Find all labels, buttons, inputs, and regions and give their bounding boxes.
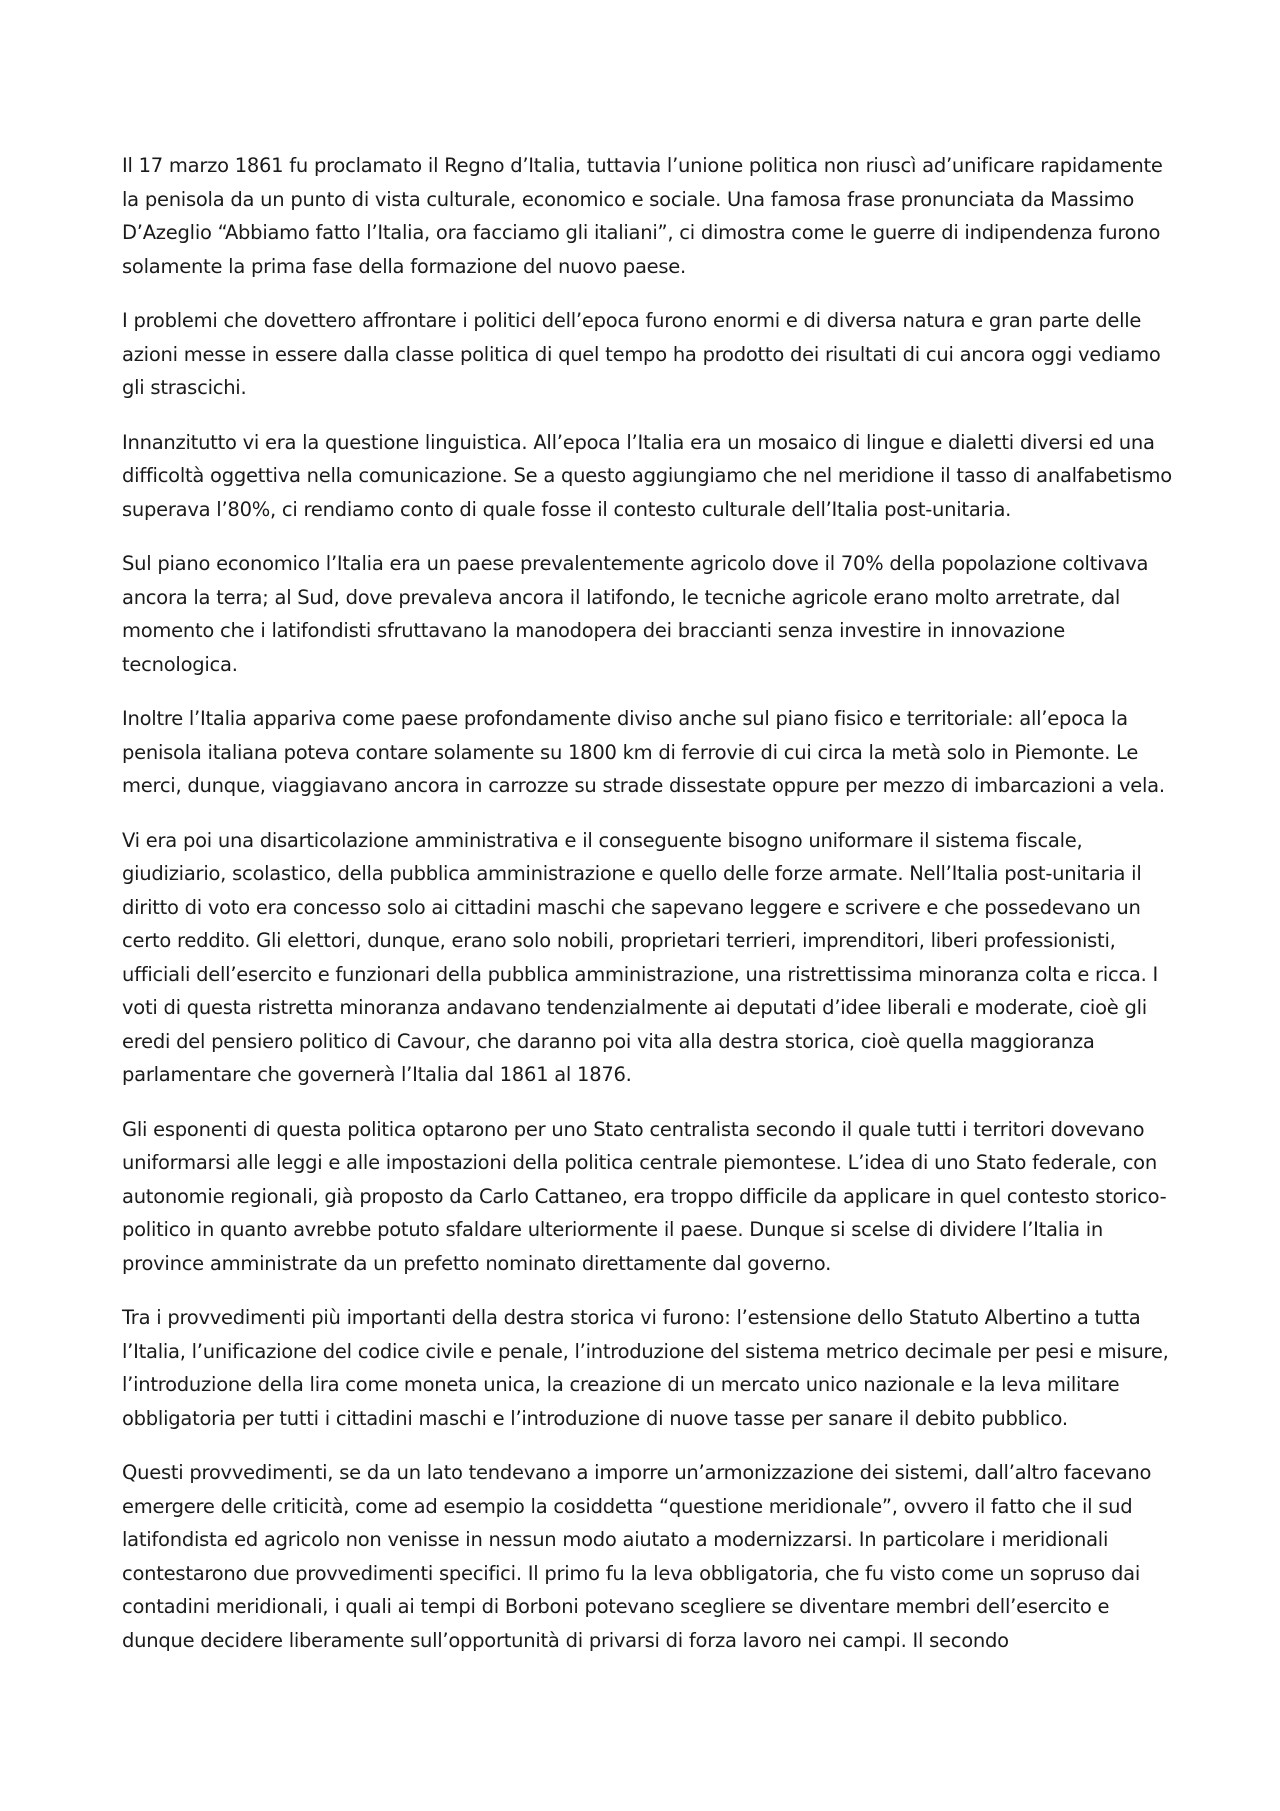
paragraph-8: Tra i provvedimenti più importanti della destra storica vi furono: l’estensione dello Statuto Albertino a tutta l’Italia, l’unificazione del codice civile e penale, l’introduzione del sistema metrico decimale per pesi e misure, l’introduzione della lira come moneta unica, la creazione di un mercato unico nazionale e la leva militare obbligatoria per tutti i cittadini maschi e l’introduzione di nuove tasse per sanare il debito pubblico. (122, 1306, 1169, 1430)
paragraph-6: Vi era poi una disarticolazione amministrativa e il conseguente bisogno uniformare il sistema fiscale, giudiziario, scolastico, della pubblica amministrazione e quello delle forze armate. Nell’Italia post-unitaria il diritto di voto era concesso solo ai cittadini maschi che sapevano leggere e scrivere e che possedevano un certo reddito. Gli elettori, dunque, erano solo nobili, proprietari terrieri, imprenditori, liberi professionisti, ufficiali dell’esercito e funzionari della pubblica amministrazione, una ristrettissima minoranza colta e ricca. I voti di questa ristretta minoranza andavano tendenzialmente ai deputati d’idee liberali e moderate, cioè gli eredi del pensiero politico di Cavour, che daranno poi vita alla destra storica, cioè quella maggioranza parlamentare che governerà l’Italia dal 1861 al 1876. (122, 828, 1159, 1086)
paragraph-7: Gli esponenti di questa politica optarono per uno Stato centralista secondo il quale tutti i territori dovevano uniformarsi alle leggi e alle impostazioni della politica centrale piemontese. L’idea di uno Stato federale, con autonomie regionali, già proposto da Carlo Cattaneo, era troppo difficile da applicare in quel contesto storico-politico in quanto avrebbe potuto sfaldare ulteriormente il paese. Dunque si scelse di dividere l’Italia in province amministrate da un prefetto nominato direttamente dal governo. (122, 1117, 1167, 1275)
paragraph-3: Innanzitutto vi era la questione linguistica. All’epoca l’Italia era un mosaico di lingue e dialetti diversi ed una difficoltà oggettiva nella comunicazione. Se a questo aggiungiamo che nel meridione il tasso di analfabetismo superava l’80%, ci rendiamo conto di quale fosse il contesto culturale dell’Italia post-unitaria. (122, 430, 1172, 521)
paragraph-1: Il 17 marzo 1861 fu proclamato il Regno d’Italia, tuttavia l’unione politica non riuscì ad’unificare rapidamente la penisola da un punto di vista culturale, economico e sociale. Una famosa frase pronunciata da Massimo D’Azeglio “Abbiamo fatto l’Italia, ora facciamo gli italiani”, ci dimostra come le guerre di indipendenza furono solamente la prima fase della formazione del nuovo paese. (122, 154, 1163, 278)
paragraph-4: Sul piano economico l’Italia era un paese prevalentemente agricolo dove il 70% della popolazione coltivava ancora la terra; al Sud, dove prevaleva ancora il latifondo, le tecniche agricole erano molto arretrate, dal momento che i latifondisti sfruttavano la manodopera dei braccianti senza investire in innovazione tecnologica. (122, 552, 1149, 676)
paragraph-5: Inoltre l’Italia appariva come paese profondamente diviso anche sul piano fisico e territoriale: all’epoca la penisola italiana poteva contare solamente su 1800 km di ferrovie di cui circa la metà solo in Piemonte. Le merci, dunque, viaggiavano ancora in carrozze su strade dissestate oppure per mezzo di imbarcazioni a vela. (122, 707, 1165, 797)
paragraph-9: Questi provvedimenti, se da un lato tendevano a imporre un’armonizzazione dei sistemi, dall’altro facevano emergere delle criticità, come ad esempio la cosiddetta “questione meridionale”, ovvero il fatto che il sud latifondista ed agricolo non venisse in nessun modo aiutato a modernizzarsi. In particolare i meridionali contestarono due provvedimenti specifici. Il primo fu la leva obbligatoria, che fu visto come un sopruso dai contadini meridionali, i quali ai tempi di Borboni potevano scegliere se diventare membri dell’esercito e dunque decidere liberamente sull’opportunità di privarsi di forza lavoro nei campi. Il secondo (122, 1461, 1152, 1652)
document-body (122, 149, 1172, 1678)
paragraph-2: I problemi che dovettero affrontare i politici dell’epoca furono enormi e di diversa natura e gran parte delle azioni messe in essere dalla classe politica di quel tempo ha prodotto dei risultati di cui ancora oggi vediamo gli strascichi. (122, 309, 1161, 399)
